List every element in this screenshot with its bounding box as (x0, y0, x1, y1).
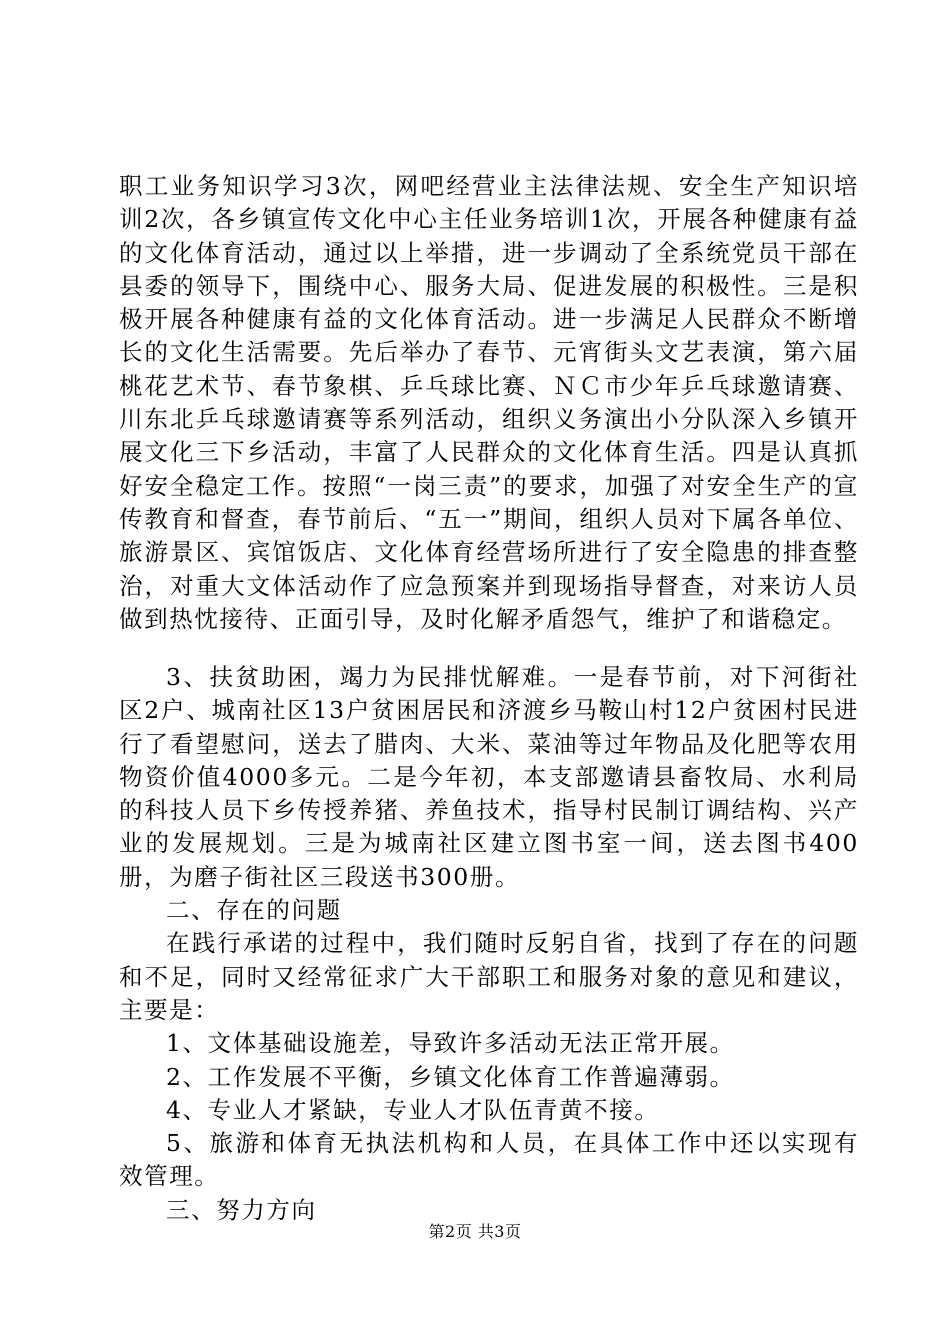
paragraph-poverty-relief: 3、扶贫助困，竭力为民排忧解难。一是春节前，对下河街社区2户、城南社区13户贫困居民和济渡乡马鞍山村12户贫困村民进行了看望慰问，送去了腊肉、大米、菜油等过年物品及化肥等农用物资价值4000多元。二是今年初，本支部邀请县畜牧局、水利局的科技人员下乡传授养猪、养鱼技术，指导村民制订调结构、兴产业的发展规划。三是为城南社区建立图书室一间，送去图书400册，为磨子街社区三段送书300册。 (119, 663, 859, 891)
heading-effort-direction: 三、努力方向 (166, 1195, 317, 1224)
problem-item-1: 1、文体基础设施差，导致许多活动无法正常开展。 (166, 1029, 735, 1058)
problem-item-2: 2、工作发展不平衡，乡镇文化体育工作普遍薄弱。 (166, 1062, 735, 1091)
problem-item-5: 5、旅游和体育无执法机构和人员，在具体工作中还以实现有效管理。 (119, 1129, 859, 1191)
page-footer: 第2页 共3页 (428, 1222, 522, 1241)
body-section-2 (119, 661, 859, 1227)
paragraph-safety-work: 职工业务知识学习3次，网吧经营业主法律法规、安全生产知识培训2次，各乡镇宣传文化中心主任业务培训1次，开展各种健康有益的文化体育活动，通过以上举措，进一步调动了全系统党员干部在县委的领导下，围绕中心、服务大局、促进发展的积极性。三是积极开展各种健康有益的文化体育活动。进一步满足人民群众不断增长的文化生活需要。先后举办了春节、元宵街头文艺表演，第六届桃花艺术节、春节象棋、乒乓球比赛、ＮＣ市少年乒乓球邀请赛、川东北乒乓球邀请赛等系列活动，组织义务演出小分队深入乡镇开展文化三下乡活动，丰富了人民群众的文化体育生活。四是认真抓好安全稳定工作。按照“一岗三责”的要求，加强了对安全生产的宣传教育和督查，春节前后、“五一”期间，组织人员对下属各单位、旅游景区、宾馆饭店、文化体育经营场所进行了安全隐患的排查整治，对重大文体活动作了应急预案并到现场指导督查，对来访人员做到热忱接待、正面引导，及时化解矛盾怨气，维护了和谐稳定。 (119, 172, 859, 633)
heading-existing-problems: 二、存在的问题 (166, 896, 342, 925)
problem-item-4: 4、专业人才紧缺，专业人才队伍青黄不接。 (166, 1095, 660, 1124)
body-section-1 (119, 170, 859, 636)
paragraph-self-reflection: 在践行承诺的过程中，我们随时反躬自省，找到了存在的问题和不足，同时又经常征求广大干部职工和服务对象的意见和建议，主要是： (119, 929, 859, 1024)
